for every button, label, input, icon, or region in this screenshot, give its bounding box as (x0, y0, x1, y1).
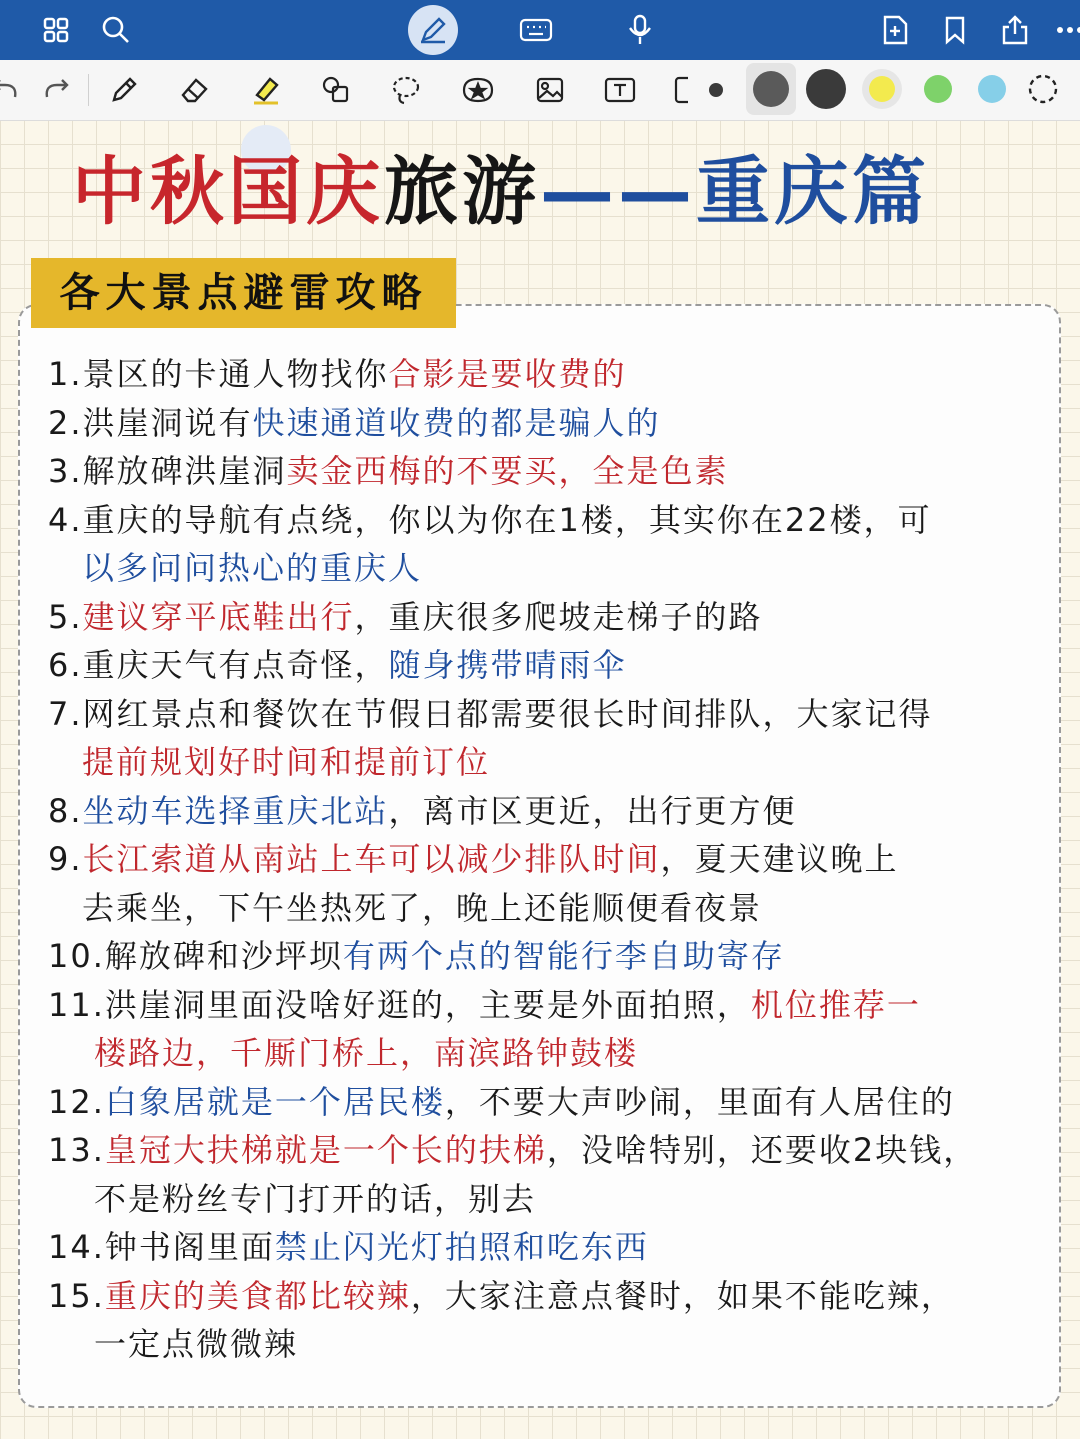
tip-text: 钟书阁里面 (104, 1228, 275, 1266)
list-item (48, 1126, 1068, 1223)
color-swatch-dark[interactable] (806, 69, 846, 109)
tip-text: 禁止闪光灯拍照和吃东西 (274, 1228, 649, 1266)
tip-text: 建议穿平底鞋出行 (82, 597, 355, 636)
tip-text: 随身携带晴雨伞 (388, 646, 627, 684)
tip-text: 皇冠大扶梯就是一个长的扶梯 (104, 1131, 547, 1169)
list-item (48, 447, 1068, 496)
tip-continuation (48, 884, 1068, 933)
tip-continuation (48, 1175, 1068, 1224)
tip-text: ，夏天建议晚上 (660, 840, 899, 878)
tip-continuation (48, 1029, 1068, 1078)
text-icon[interactable] (600, 70, 640, 110)
tip-number: 14. (48, 1228, 105, 1266)
share-icon[interactable] (997, 12, 1033, 48)
list-item (48, 1078, 1068, 1127)
tip-text: ，重庆很多爬坡走梯子的路 (354, 597, 763, 636)
list-item (48, 593, 1068, 642)
tip-text: ，没啥特别，还要收2块钱， (546, 1131, 978, 1169)
tip-text: 解放碑洪崖洞 (82, 452, 287, 490)
tip-text: 快速通道收费的都是骗人的 (252, 403, 661, 442)
tip-continuation (48, 738, 1068, 787)
tip-number: 11. (48, 985, 105, 1024)
tip-number: 12. (48, 1082, 105, 1121)
pen-tool-icon[interactable] (104, 70, 144, 110)
list-item (48, 1223, 1068, 1272)
tip-number: 7. (48, 694, 83, 733)
tip-text: 重庆的导航有点绕，你以为你在1楼，其实你在22楼，可 (82, 500, 932, 539)
shapes-icon[interactable] (316, 70, 356, 110)
tip-text: 景区的卡通人物找你 (82, 355, 389, 393)
tip-number: 10. (48, 937, 105, 975)
color-picker-icon[interactable] (1026, 72, 1062, 108)
tip-text: 重庆天气有点奇怪， (82, 646, 389, 684)
list-item (48, 932, 1068, 981)
search-icon[interactable] (98, 12, 134, 48)
lasso-icon[interactable] (386, 70, 426, 110)
ruler-icon[interactable] (666, 70, 688, 110)
tip-text: 长江索道从南站上车可以减少排队时间 (82, 840, 661, 878)
tip-text: 网红景点和餐饮在节假日都需要很长时间排队，大家记得 (82, 694, 933, 733)
tip-text: 楼路边，千厮门桥上，南滨路钟鼓楼 (94, 1034, 639, 1072)
subtitle-banner: 各大景点避雷攻略 (31, 258, 456, 328)
tip-text: 机位推荐一 (750, 985, 921, 1024)
tip-text: ，不要大声吵闹，里面有人居住的 (444, 1082, 955, 1121)
list-item (48, 641, 1068, 690)
sticker-icon[interactable] (458, 70, 498, 110)
tip-text: 白象居就是一个居民楼 (104, 1082, 445, 1121)
tip-text: 以多问问热心的重庆人 (82, 549, 423, 587)
tip-number: 2. (48, 403, 83, 442)
color-swatch-cyan[interactable] (978, 75, 1006, 103)
tip-text: ，离市区更近，出行更方便 (388, 791, 797, 830)
grid-icon[interactable] (38, 12, 74, 48)
tip-text: 不是粉丝专门打开的话，别去 (94, 1179, 537, 1218)
tip-number: 1. (48, 355, 83, 393)
color-swatch-gray[interactable] (753, 71, 789, 107)
tip-number: 6. (48, 646, 83, 684)
tip-text: 洪崖洞说有 (82, 403, 253, 442)
title-part-black: 旅游 (384, 149, 540, 235)
tips-list (48, 350, 1068, 1369)
tip-number: 5. (48, 597, 83, 636)
tip-text: 合影是要收费的 (388, 355, 627, 393)
highlighter-icon[interactable] (246, 70, 286, 110)
tip-text: 一定点微微辣 (94, 1325, 299, 1363)
toolbar-divider (88, 74, 89, 106)
color-swatch-green[interactable] (924, 75, 952, 103)
pen-icon[interactable] (408, 5, 458, 55)
more-icon[interactable] (1056, 12, 1080, 48)
page-title (72, 142, 1032, 242)
tip-number: 4. (48, 500, 83, 539)
tip-number: 15. (48, 1276, 105, 1315)
list-item (48, 787, 1068, 836)
undo-icon[interactable] (0, 70, 26, 110)
title-part-red: 中秋国庆 (72, 149, 384, 235)
list-item (48, 835, 1068, 932)
tip-number: 9. (48, 840, 83, 878)
tip-text: 坐动车选择重庆北站 (82, 791, 389, 830)
tip-text: 重庆的美食都比较辣 (104, 1276, 411, 1315)
tool-bar (0, 60, 1080, 121)
app-top-bar (0, 0, 1080, 60)
tip-text: 有两个点的智能行李自助寄存 (342, 937, 785, 975)
tip-number: 13. (48, 1131, 105, 1169)
color-swatch-yellow[interactable] (869, 76, 895, 102)
pen-size-small[interactable] (709, 83, 723, 97)
microphone-icon[interactable] (622, 12, 658, 48)
title-part-blue: ——重庆篇 (540, 149, 930, 235)
image-icon[interactable] (530, 70, 570, 110)
tip-text: 洪崖洞里面没啥好逛的，主要是外面拍照， (104, 985, 751, 1024)
list-item (48, 981, 1068, 1078)
list-item (48, 496, 1068, 593)
list-item (48, 690, 1068, 787)
bookmark-icon[interactable] (937, 12, 973, 48)
list-item (48, 1272, 1068, 1369)
new-page-icon[interactable] (877, 12, 913, 48)
tip-text: 解放碑和沙坪坝 (104, 937, 343, 975)
eraser-icon[interactable] (174, 70, 214, 110)
tip-text: 去乘坐，下午坐热死了，晚上还能顺便看夜景 (82, 888, 763, 927)
tip-continuation (48, 544, 1068, 593)
list-item (48, 350, 1068, 399)
tip-number: 3. (48, 452, 83, 490)
tip-text: 提前规划好时间和提前订位 (82, 743, 491, 781)
keyboard-icon[interactable] (518, 12, 554, 48)
tip-text: 卖金西梅的不要买，全是色素 (286, 452, 729, 490)
tip-text: ，大家注意点餐时，如果不能吃辣， (410, 1276, 955, 1315)
list-item (48, 399, 1068, 448)
tip-continuation (48, 1320, 1068, 1369)
tip-number: 8. (48, 791, 83, 830)
redo-icon[interactable] (36, 70, 76, 110)
